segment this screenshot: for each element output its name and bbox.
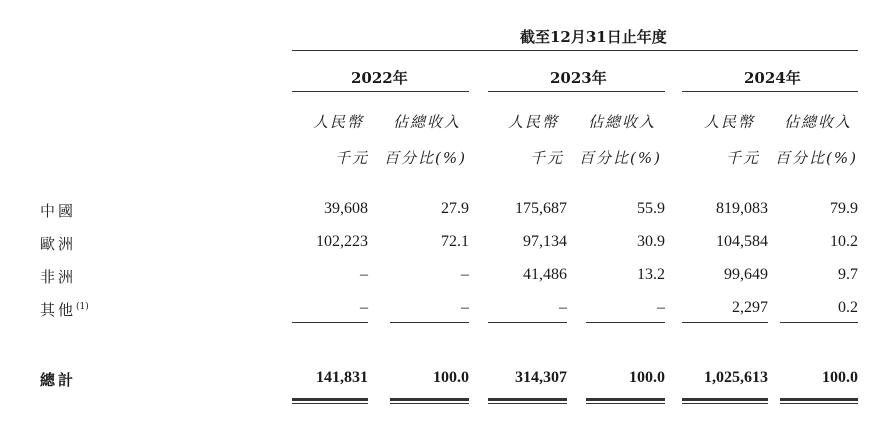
- row-label-text: 非洲: [40, 268, 77, 286]
- subtotal-rule: [488, 322, 567, 323]
- row-label-text: 中國: [40, 202, 77, 220]
- row-value: 30.9: [637, 233, 665, 250]
- total-double-rule: [682, 398, 768, 401]
- col-header-pct: 佔總收入: [588, 113, 657, 131]
- total-value: 141,831: [316, 369, 368, 386]
- row-value: 27.9: [441, 200, 469, 217]
- row-value: –: [461, 299, 469, 316]
- col-header-pct-unit: 百分比(%): [384, 149, 467, 167]
- total-double-rule: [682, 403, 768, 404]
- row-value: 2,297: [732, 299, 768, 316]
- col-header-pct-unit: 百分比(%): [775, 149, 858, 167]
- total-value: 100.0: [433, 369, 469, 386]
- col-header-rmb-unit: 千元: [726, 149, 761, 167]
- row-value: 175,687: [515, 200, 567, 217]
- col-header-rmb: 人民幣: [313, 113, 365, 131]
- row-value: 10.2: [830, 233, 858, 250]
- row-value: –: [559, 299, 567, 316]
- year-header-2022: 2022年: [351, 69, 408, 87]
- period-rule: [292, 50, 858, 51]
- total-double-rule: [780, 403, 858, 404]
- year-rule-2022: [292, 91, 469, 92]
- total-double-rule: [488, 403, 567, 404]
- total-value: 100.0: [822, 369, 858, 386]
- row-value: 97,134: [523, 233, 567, 250]
- row-value: –: [360, 266, 368, 283]
- total-value: 100.0: [629, 369, 665, 386]
- row-value: –: [360, 299, 368, 316]
- total-double-rule: [586, 398, 665, 401]
- row-label: [40, 233, 76, 254]
- col-header-rmb: 人民幣: [508, 113, 560, 131]
- row-label-text: 其他: [40, 301, 77, 319]
- row-value: 79.9: [830, 200, 858, 217]
- subtotal-rule: [292, 322, 368, 323]
- col-header-pct: 佔總收入: [784, 113, 853, 131]
- row-value: –: [657, 299, 665, 316]
- total-value: 314,307: [515, 369, 567, 386]
- row-value: 55.9: [637, 200, 665, 217]
- period-header: 截至12月31日止年度: [520, 28, 667, 46]
- row-label-text: 歐洲: [40, 235, 77, 253]
- col-header-pct-unit: 百分比(%): [579, 149, 662, 167]
- total-double-rule: [390, 398, 469, 401]
- year-header-2024: 2024年: [744, 69, 801, 87]
- row-value: 0.2: [838, 299, 858, 316]
- total-double-rule: [780, 398, 858, 401]
- row-value: 99,649: [724, 266, 768, 283]
- year-header-2023: 2023年: [550, 69, 607, 87]
- row-value: 13.2: [637, 266, 665, 283]
- row-value: –: [461, 266, 469, 283]
- col-header-pct: 佔總收入: [393, 113, 462, 131]
- year-rule-2024: [682, 91, 858, 92]
- total-double-rule: [292, 403, 368, 404]
- row-value: 72.1: [441, 233, 469, 250]
- row-value: 41,486: [523, 266, 567, 283]
- total-double-rule: [586, 403, 665, 404]
- total-double-rule: [390, 403, 469, 404]
- row-label: [40, 266, 76, 287]
- row-value: 9.7: [838, 266, 858, 283]
- total-value: 1,025,613: [704, 369, 768, 386]
- total-double-rule: [488, 398, 567, 401]
- row-value: 104,584: [716, 233, 768, 250]
- row-label: [40, 299, 89, 320]
- row-value: 102,223: [316, 233, 368, 250]
- row-label: [40, 200, 76, 221]
- col-header-rmb: 人民幣: [704, 113, 756, 131]
- footnote-marker: (1): [76, 302, 89, 312]
- total-label: 總計: [40, 371, 77, 389]
- col-header-rmb-unit: 千元: [335, 149, 370, 167]
- total-double-rule: [292, 398, 368, 401]
- subtotal-rule: [682, 322, 768, 323]
- row-value: 39,608: [324, 200, 368, 217]
- subtotal-rule: [390, 322, 469, 323]
- row-value: 819,083: [716, 200, 768, 217]
- subtotal-rule: [780, 322, 858, 323]
- year-rule-2023: [488, 91, 665, 92]
- col-header-rmb-unit: 千元: [530, 149, 565, 167]
- subtotal-rule: [586, 322, 665, 323]
